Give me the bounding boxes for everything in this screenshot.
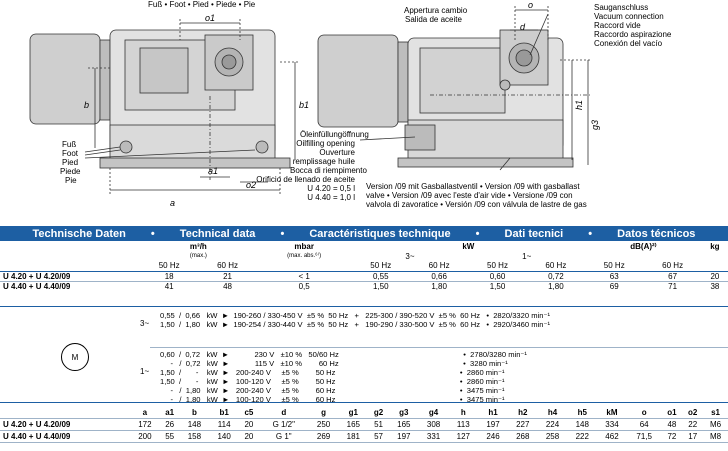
hz-label: 60 Hz bbox=[428, 261, 450, 270]
header-it: Dati tecnici bbox=[504, 227, 564, 240]
cell: 334 bbox=[597, 419, 627, 431]
foot-label-de: Fuß bbox=[62, 140, 77, 149]
header-sep: • bbox=[150, 227, 155, 240]
cell: 63 bbox=[585, 271, 643, 282]
oilfill-label-2: Ouverture bbox=[319, 148, 355, 157]
oilfill-label-3: remplissage huile bbox=[292, 157, 355, 166]
unit-db: dB(A)²⁾ bbox=[630, 242, 657, 251]
dim-header: g bbox=[309, 407, 339, 419]
cell: 48 bbox=[198, 282, 256, 292]
motor-one-phase: 1~ bbox=[140, 367, 150, 376]
cell: 20 bbox=[239, 431, 259, 443]
dim-header: g3 bbox=[389, 407, 419, 419]
dim-header: g2 bbox=[368, 407, 389, 419]
cell: 57 bbox=[368, 431, 389, 443]
cell: 1,80 bbox=[527, 282, 585, 292]
motor-line: 1,50 / - kW ► 100-120 V ±5 % 50 Hz • 2860 min⁻¹ bbox=[160, 377, 505, 386]
kw-three-phase: 3~ bbox=[405, 251, 415, 261]
dimension-table bbox=[0, 407, 728, 443]
model-name: U 4.40 + U 4.40/09 bbox=[0, 431, 130, 443]
unit-m3h-sub: (max.) bbox=[189, 252, 207, 259]
version-note-line-0: Version /09 mit Gasballastventil • Version /09 with gasballast bbox=[366, 182, 580, 191]
left-motor-body bbox=[30, 34, 100, 124]
hz-label: 50 Hz bbox=[603, 261, 625, 270]
motor-three-phase: 3~ bbox=[140, 319, 150, 328]
kw-one-phase: 1~ bbox=[522, 251, 532, 261]
cell: 48 bbox=[662, 419, 683, 431]
suction-label-en: Vacuum connection bbox=[594, 12, 664, 21]
dim-header: s1 bbox=[703, 407, 728, 419]
dim-h1: h1 bbox=[574, 99, 585, 111]
unit-mbar: mbar bbox=[294, 242, 314, 251]
model-name: U 4.40 + U 4.40/09 bbox=[0, 282, 140, 292]
motor-voltage-block bbox=[0, 306, 728, 403]
motor-line: 0,55 / 0,66 kW ► 190-260 / 330-450 V ±5 % 50 Hz + 225-300 / 390-520 V ±5 % 60 Hz • 2820/3320 min⁻¹ bbox=[160, 311, 550, 320]
oilfill-label-0: Öleinfüllungöffnung bbox=[300, 130, 369, 139]
dim-o1: o1 bbox=[205, 13, 216, 23]
header-sep: • bbox=[280, 227, 285, 240]
foot-label-es: Pie bbox=[65, 176, 77, 185]
cell: 172 bbox=[130, 419, 160, 431]
cell: 20 bbox=[239, 419, 259, 431]
cell: 113 bbox=[448, 419, 478, 431]
cell: 148 bbox=[180, 419, 210, 431]
model-name: U 4.20 + U 4.20/09 bbox=[0, 419, 130, 431]
header-es: Datos técnicos bbox=[617, 227, 696, 240]
cell: 308 bbox=[419, 419, 449, 431]
dim-header: a bbox=[130, 407, 160, 419]
dim-header: h1 bbox=[478, 407, 508, 419]
oilfill-label-6: U 4.20 = 0,5 l bbox=[307, 184, 355, 193]
unit-m3h: m³/h bbox=[189, 242, 207, 251]
foot-label-fr: Pied bbox=[62, 158, 79, 167]
cell: 64 bbox=[627, 419, 662, 431]
cell: 71 bbox=[643, 282, 701, 292]
dim-header: d bbox=[259, 407, 309, 419]
motor-line: - / 0,72 kW ► 115 V ±10 % 60 Hz • 3280 min⁻¹ bbox=[160, 359, 508, 368]
motor-line: 0,60 / 0,72 kW ► 230 V ±10 % 50/60 Hz • 2780/3280 min⁻¹ bbox=[160, 350, 527, 359]
suction-label-fr: Raccord vide bbox=[594, 21, 641, 30]
motor-divider bbox=[150, 347, 728, 348]
cell: 114 bbox=[209, 419, 239, 431]
cell: M8 bbox=[703, 431, 728, 443]
technical-data-header bbox=[0, 226, 728, 241]
dim-a1: a1 bbox=[208, 166, 219, 176]
cell: 127 bbox=[448, 431, 478, 443]
cell: 197 bbox=[389, 431, 419, 443]
dim-header: b bbox=[180, 407, 210, 419]
dim-header: o1 bbox=[662, 407, 683, 419]
cell: G 1" bbox=[259, 431, 309, 443]
dim-b: b bbox=[84, 100, 90, 110]
cell: 140 bbox=[209, 431, 239, 443]
cell: 158 bbox=[180, 431, 210, 443]
cell: 0,60 bbox=[468, 271, 526, 282]
motor-line: 1,50 / 1,80 kW ► 190-254 / 330-440 V ±5 % 50 Hz + 190-290 / 330-500 V ±5 % 60 Hz • 2920/3460 min⁻¹ bbox=[160, 320, 550, 329]
table-row bbox=[0, 419, 728, 431]
cell: 18 bbox=[140, 271, 198, 282]
cell: 165 bbox=[389, 419, 419, 431]
cell: 197 bbox=[478, 419, 508, 431]
motor-line: 1,50 / - kW ► 200-240 V ±5 % 50 Hz • 2860 min⁻¹ bbox=[160, 368, 505, 377]
version-note-line-1: valve • Version /09 avec l'este d'air vide • Versione /09 con bbox=[366, 191, 573, 200]
unit-mbar-sub: (max. abs.⁶⁾) bbox=[287, 252, 322, 259]
dim-header: o2 bbox=[682, 407, 703, 419]
spec-table bbox=[0, 242, 728, 292]
cell: 22 bbox=[682, 419, 703, 431]
cell: 148 bbox=[567, 419, 597, 431]
unit-kg: kg bbox=[710, 242, 720, 251]
cell: 26 bbox=[160, 419, 180, 431]
header-sep: • bbox=[475, 227, 480, 240]
cell: 258 bbox=[538, 431, 568, 443]
motor-line: - / 1,80 kW ► 100-120 V ±5 % 60 Hz • 3475 min⁻¹ bbox=[160, 395, 505, 404]
cell: 51 bbox=[368, 419, 389, 431]
dim-header: o bbox=[627, 407, 662, 419]
dim-o2: o2 bbox=[246, 180, 257, 190]
cell: 20 bbox=[702, 271, 728, 282]
cell: 38 bbox=[702, 282, 728, 292]
hz-label: 60 Hz bbox=[662, 261, 684, 270]
model-name: U 4.20 + U 4.20/09 bbox=[0, 271, 140, 282]
cell: 72 bbox=[662, 431, 683, 443]
version-note-line-2: valvola di zavoratice • Versión /09 con válvula de lastre de gas bbox=[366, 200, 587, 209]
cell: 165 bbox=[338, 419, 368, 431]
dim-d: d bbox=[520, 22, 526, 32]
right-motor-body bbox=[318, 35, 398, 127]
dim-header: c5 bbox=[239, 407, 259, 419]
dim-header: g4 bbox=[419, 407, 449, 419]
table-row bbox=[0, 282, 728, 292]
cell: 21 bbox=[198, 271, 256, 282]
hz-label: 60 Hz bbox=[217, 261, 239, 270]
cell: 246 bbox=[478, 431, 508, 443]
dim-header: b1 bbox=[209, 407, 239, 419]
cell: 269 bbox=[309, 431, 339, 443]
header-sep: • bbox=[588, 227, 593, 240]
oilfill-label-4: Bocca di riempimento bbox=[290, 166, 367, 175]
cell: 222 bbox=[567, 431, 597, 443]
dim-header: g1 bbox=[338, 407, 368, 419]
dim-o: o bbox=[528, 0, 534, 10]
dim-header: a1 bbox=[160, 407, 180, 419]
cell: 0,72 bbox=[527, 271, 585, 282]
hz-label: 50 Hz bbox=[370, 261, 392, 270]
header-en: Technical data bbox=[179, 227, 256, 240]
oil-outlet-label-it: Appertura cambio bbox=[404, 6, 468, 15]
motor-symbol-icon: M bbox=[61, 343, 89, 371]
cell: 0,5 bbox=[257, 282, 352, 292]
cell: 1,50 bbox=[352, 282, 410, 292]
oil-outlet-label-es: Salida de aceite bbox=[405, 15, 462, 24]
dim-header: h bbox=[448, 407, 478, 419]
cell: 41 bbox=[140, 282, 198, 292]
oilfill-label-7: U 4.40 = 1,0 l bbox=[307, 193, 355, 202]
cell: 67 bbox=[643, 271, 701, 282]
suction-label-de: Sauganschluss bbox=[594, 3, 649, 12]
cell: G 1/2" bbox=[259, 419, 309, 431]
cell: 227 bbox=[508, 419, 538, 431]
cell: 250 bbox=[309, 419, 339, 431]
dim-header: h2 bbox=[508, 407, 538, 419]
dim-b1: b1 bbox=[299, 100, 310, 110]
hz-label: 60 Hz bbox=[545, 261, 567, 270]
cell: 462 bbox=[597, 431, 627, 443]
oilfill-label-1: Oilfilling opening bbox=[296, 139, 355, 148]
foot-label-it: Piede bbox=[60, 167, 81, 176]
dim-header: h5 bbox=[567, 407, 597, 419]
cell: 331 bbox=[419, 431, 449, 443]
cell: 224 bbox=[538, 419, 568, 431]
cell: 17 bbox=[682, 431, 703, 443]
cell: 181 bbox=[338, 431, 368, 443]
cell: 71,5 bbox=[627, 431, 662, 443]
header-de: Technische Daten bbox=[32, 227, 126, 240]
table-row bbox=[0, 271, 728, 282]
table-row bbox=[0, 431, 728, 443]
cell: 1,50 bbox=[468, 282, 526, 292]
unit-kw: kW bbox=[462, 242, 475, 251]
dim-header: h4 bbox=[538, 407, 568, 419]
cell: 0,66 bbox=[410, 271, 468, 282]
suction-label-es: Conexión del vacío bbox=[594, 39, 663, 48]
oilfill-label-5: Orificio de llenado de aceite bbox=[256, 175, 355, 184]
dim-a: a bbox=[170, 198, 176, 208]
dim-header: kM bbox=[597, 407, 627, 419]
cell: M6 bbox=[703, 419, 728, 431]
foot-label-top: Fuß • Foot • Pied • Piede • Pie bbox=[148, 0, 256, 9]
dimension-header-row bbox=[0, 407, 728, 419]
header-fr: Caractéristiques technique bbox=[309, 227, 451, 240]
cell: < 1 bbox=[257, 271, 352, 282]
hz-label: 50 Hz bbox=[158, 261, 180, 270]
cell: 200 bbox=[130, 431, 160, 443]
dim-g3: g3 bbox=[590, 119, 601, 131]
hz-label: 50 Hz bbox=[487, 261, 508, 270]
suction-label-it: Raccordo aspirazione bbox=[594, 30, 672, 39]
foot-label-en: Foot bbox=[62, 149, 79, 158]
cell: 55 bbox=[160, 431, 180, 443]
cell: 1,80 bbox=[410, 282, 468, 292]
motor-line: - / 1,80 kW ► 200-240 V ±5 % 60 Hz • 3475 min⁻¹ bbox=[160, 386, 505, 395]
cell: 268 bbox=[508, 431, 538, 443]
cell: 0,55 bbox=[352, 271, 410, 282]
cell: 69 bbox=[585, 282, 643, 292]
